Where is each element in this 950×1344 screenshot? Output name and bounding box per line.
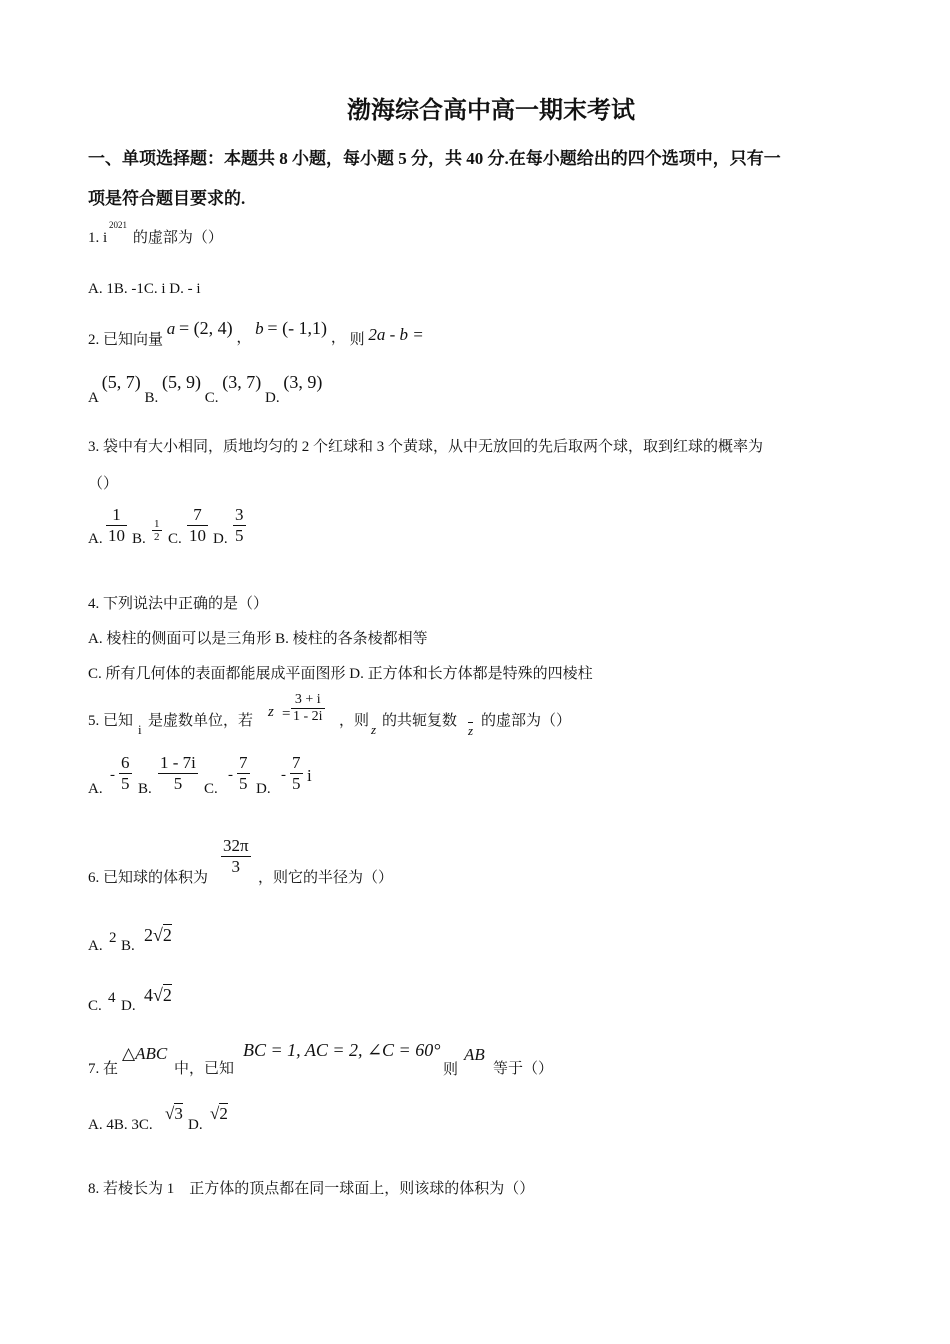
q5-optC-fraction [237, 753, 250, 794]
q5-optD-sign: - [281, 767, 286, 783]
section-heading-line1: 一、单项选择题：本题共 8 小题，每小题 5 分，共 40 分.在每小题给出的四个选项中，只有一 [88, 149, 781, 168]
q2-sep1: ， [236, 330, 252, 346]
q3-optA-den: 10 [108, 526, 125, 545]
q2-vector-a-value: = (2, 4) [179, 318, 233, 338]
q5-optC-sign: - [228, 767, 233, 783]
q7-part2: 中，已知 [174, 1061, 235, 1077]
q3-optB-fraction [152, 518, 162, 543]
q3-optA-num: 1 [106, 505, 127, 526]
question-3-line2: （） [88, 476, 119, 492]
q7-optD [210, 1104, 228, 1124]
q2-optC: (3, 7) [222, 372, 262, 392]
q6-optB-label: B. [121, 938, 135, 954]
q6-optB-radicand: 2 [162, 925, 172, 945]
q6-optC-label: C. [88, 998, 102, 1014]
q3-optB-label: B. [132, 531, 146, 547]
q2-then: 则 [349, 332, 365, 348]
q5-optA-den: 5 [121, 774, 130, 793]
q6-part1: 6. 已知球的体积为 [88, 870, 209, 886]
q3-optB-num: 1 [154, 518, 160, 530]
q6-part2: ，则它的半径为（） [258, 870, 394, 886]
q2-expression: 2a - b = [368, 325, 424, 344]
q6-optD-radicand: 2 [162, 985, 172, 1005]
q6-optA: 2 [109, 930, 117, 946]
q2-optA: (5, 7) [101, 372, 141, 392]
q3-optB-den: 2 [154, 531, 160, 543]
q5-optD-num: 7 [292, 753, 301, 772]
q5-z2: z [371, 722, 377, 737]
q2-optA-label: A [88, 390, 99, 406]
q5-optA-sign: - [110, 767, 115, 783]
q2-optD: (3, 9) [283, 372, 323, 392]
q6-optD [144, 985, 172, 1006]
q5-part3: ，则 [339, 713, 370, 729]
q2-options [88, 372, 323, 406]
q3-optD-label: D. [213, 531, 228, 547]
q5-part1: 5. 已知 [88, 713, 134, 729]
q5-optC-num: 7 [239, 753, 248, 772]
q6-optB [144, 925, 172, 946]
q5-optB-fraction [158, 753, 198, 794]
q5-optD-label: D. [256, 781, 271, 797]
q2-optD-label: D. [265, 390, 280, 406]
q5-optD-fraction [290, 753, 303, 794]
q1-text: 的虚部为（） [132, 230, 223, 246]
q5-optA-label: A. [88, 781, 103, 797]
question-4: 4. 下列说法中正确的是（） [88, 596, 269, 612]
q6-optD-coef: 4 [144, 985, 153, 1005]
q3-optC-num: 7 [187, 505, 208, 526]
q1-base: i [103, 230, 108, 246]
q5-fraction [291, 692, 325, 725]
q1-options: A. 1B. -1C. i D. - i [88, 281, 201, 297]
q3-optC-fraction [187, 505, 208, 546]
q4-options-line2: C. 所有几何体的表面都能展成平面图形 D. 正方体和长方体都是特殊的四棱柱 [88, 666, 593, 682]
q3-optC-den: 10 [189, 526, 206, 545]
q3-optD-den: 5 [235, 526, 244, 545]
q7-part4: 等于（） [493, 1061, 554, 1077]
q5-eq: = [282, 706, 291, 722]
q7-optD-radicand: 2 [219, 1104, 228, 1123]
section-heading-line2: 项是符合题目要求的. [88, 189, 246, 208]
q6-frac-num: 32π [223, 836, 249, 855]
q7-ab: AB [464, 1045, 485, 1064]
q7-triangle: △ABC [122, 1044, 168, 1063]
q3-optA-fraction [106, 505, 127, 546]
q7-optD-label: D. [188, 1117, 203, 1133]
q6-optD-label: D. [121, 998, 136, 1014]
q7-part3: 则 [443, 1062, 459, 1078]
exam-title: 渤海综合高中高一期末考试 [347, 98, 635, 124]
q5-part4: 的共轭复数 [382, 713, 458, 729]
q5-optD-suffix: i [307, 766, 312, 785]
q4-options-line1: A. 棱柱的侧面可以是三角形 B. 棱柱的各条棱都相等 [88, 631, 428, 647]
q5-optA-fraction [119, 753, 132, 794]
q3-optD-fraction [233, 505, 246, 546]
q6-fraction [221, 836, 251, 877]
q5-frac-den: 1 - 2i [293, 709, 323, 724]
q7-options: A. 4B. 3C. [88, 1117, 153, 1133]
q6-optB-coef: 2 [144, 925, 153, 945]
q2-optB: (5, 9) [162, 372, 202, 392]
q2-vector-a: a [166, 319, 176, 338]
q5-optC-den: 5 [239, 774, 248, 793]
q7-optD-sqrt-icon: √ [210, 1104, 220, 1123]
q5-zbar: z [468, 723, 474, 738]
q7-condition: BC = 1, AC = 2, ∠C = 60° [243, 1040, 441, 1060]
q5-z: z [268, 704, 274, 720]
q2-text: 2. 已知向量 [88, 332, 164, 348]
question-1 [88, 220, 223, 247]
q6-optD-sqrt-icon: √ [153, 985, 163, 1005]
q5-part5: 的虚部为（） [481, 713, 572, 729]
q6-optB-sqrt-icon: √ [153, 925, 163, 945]
q6-frac-den: 3 [231, 857, 241, 876]
q7-optC [165, 1104, 183, 1124]
q2-sep2: ， [330, 330, 346, 346]
q5-optB-num: 1 - 7i [160, 753, 196, 772]
q6-optC: 4 [108, 990, 116, 1006]
q5-optB-label: B. [138, 781, 152, 797]
q7-optC-sqrt-icon: √ [165, 1104, 175, 1123]
q5-optA-num: 6 [121, 753, 130, 772]
q3-optC-label: C. [168, 531, 182, 547]
q2-optC-label: C. [204, 390, 219, 406]
question-2 [88, 318, 424, 348]
q6-optA-label: A. [88, 938, 103, 954]
q2-vector-b: b [255, 319, 264, 338]
q3-optD-num: 3 [235, 505, 244, 524]
question-8: 8. 若棱长为 1 正方体的顶点都在同一球面上，则该球的体积为（） [88, 1181, 535, 1197]
q5-part2: 是虚数单位，若 [148, 713, 254, 729]
q7-optC-radicand: 3 [174, 1104, 183, 1123]
question-3-line1: 3. 袋中有大小相同，质地均匀的 2 个红球和 3 个黄球，从中无放回的先后取两个球，取到红球的概率为 [88, 439, 764, 455]
q2-optB-label: B. [144, 390, 159, 406]
q5-optD-den: 5 [292, 774, 301, 793]
q1-number: 1. [88, 230, 100, 246]
q5-frac-num: 3 + i [291, 692, 325, 709]
q5-i: i [138, 722, 142, 737]
q5-optB-den: 5 [173, 774, 183, 793]
q1-exponent: 2021 [109, 220, 127, 230]
q3-optA-label: A. [88, 531, 103, 547]
q7-part1: 7. 在 [88, 1061, 119, 1077]
q5-optC-label: C. [204, 781, 218, 797]
q2-vector-b-value: = (- 1,1) [267, 318, 328, 338]
